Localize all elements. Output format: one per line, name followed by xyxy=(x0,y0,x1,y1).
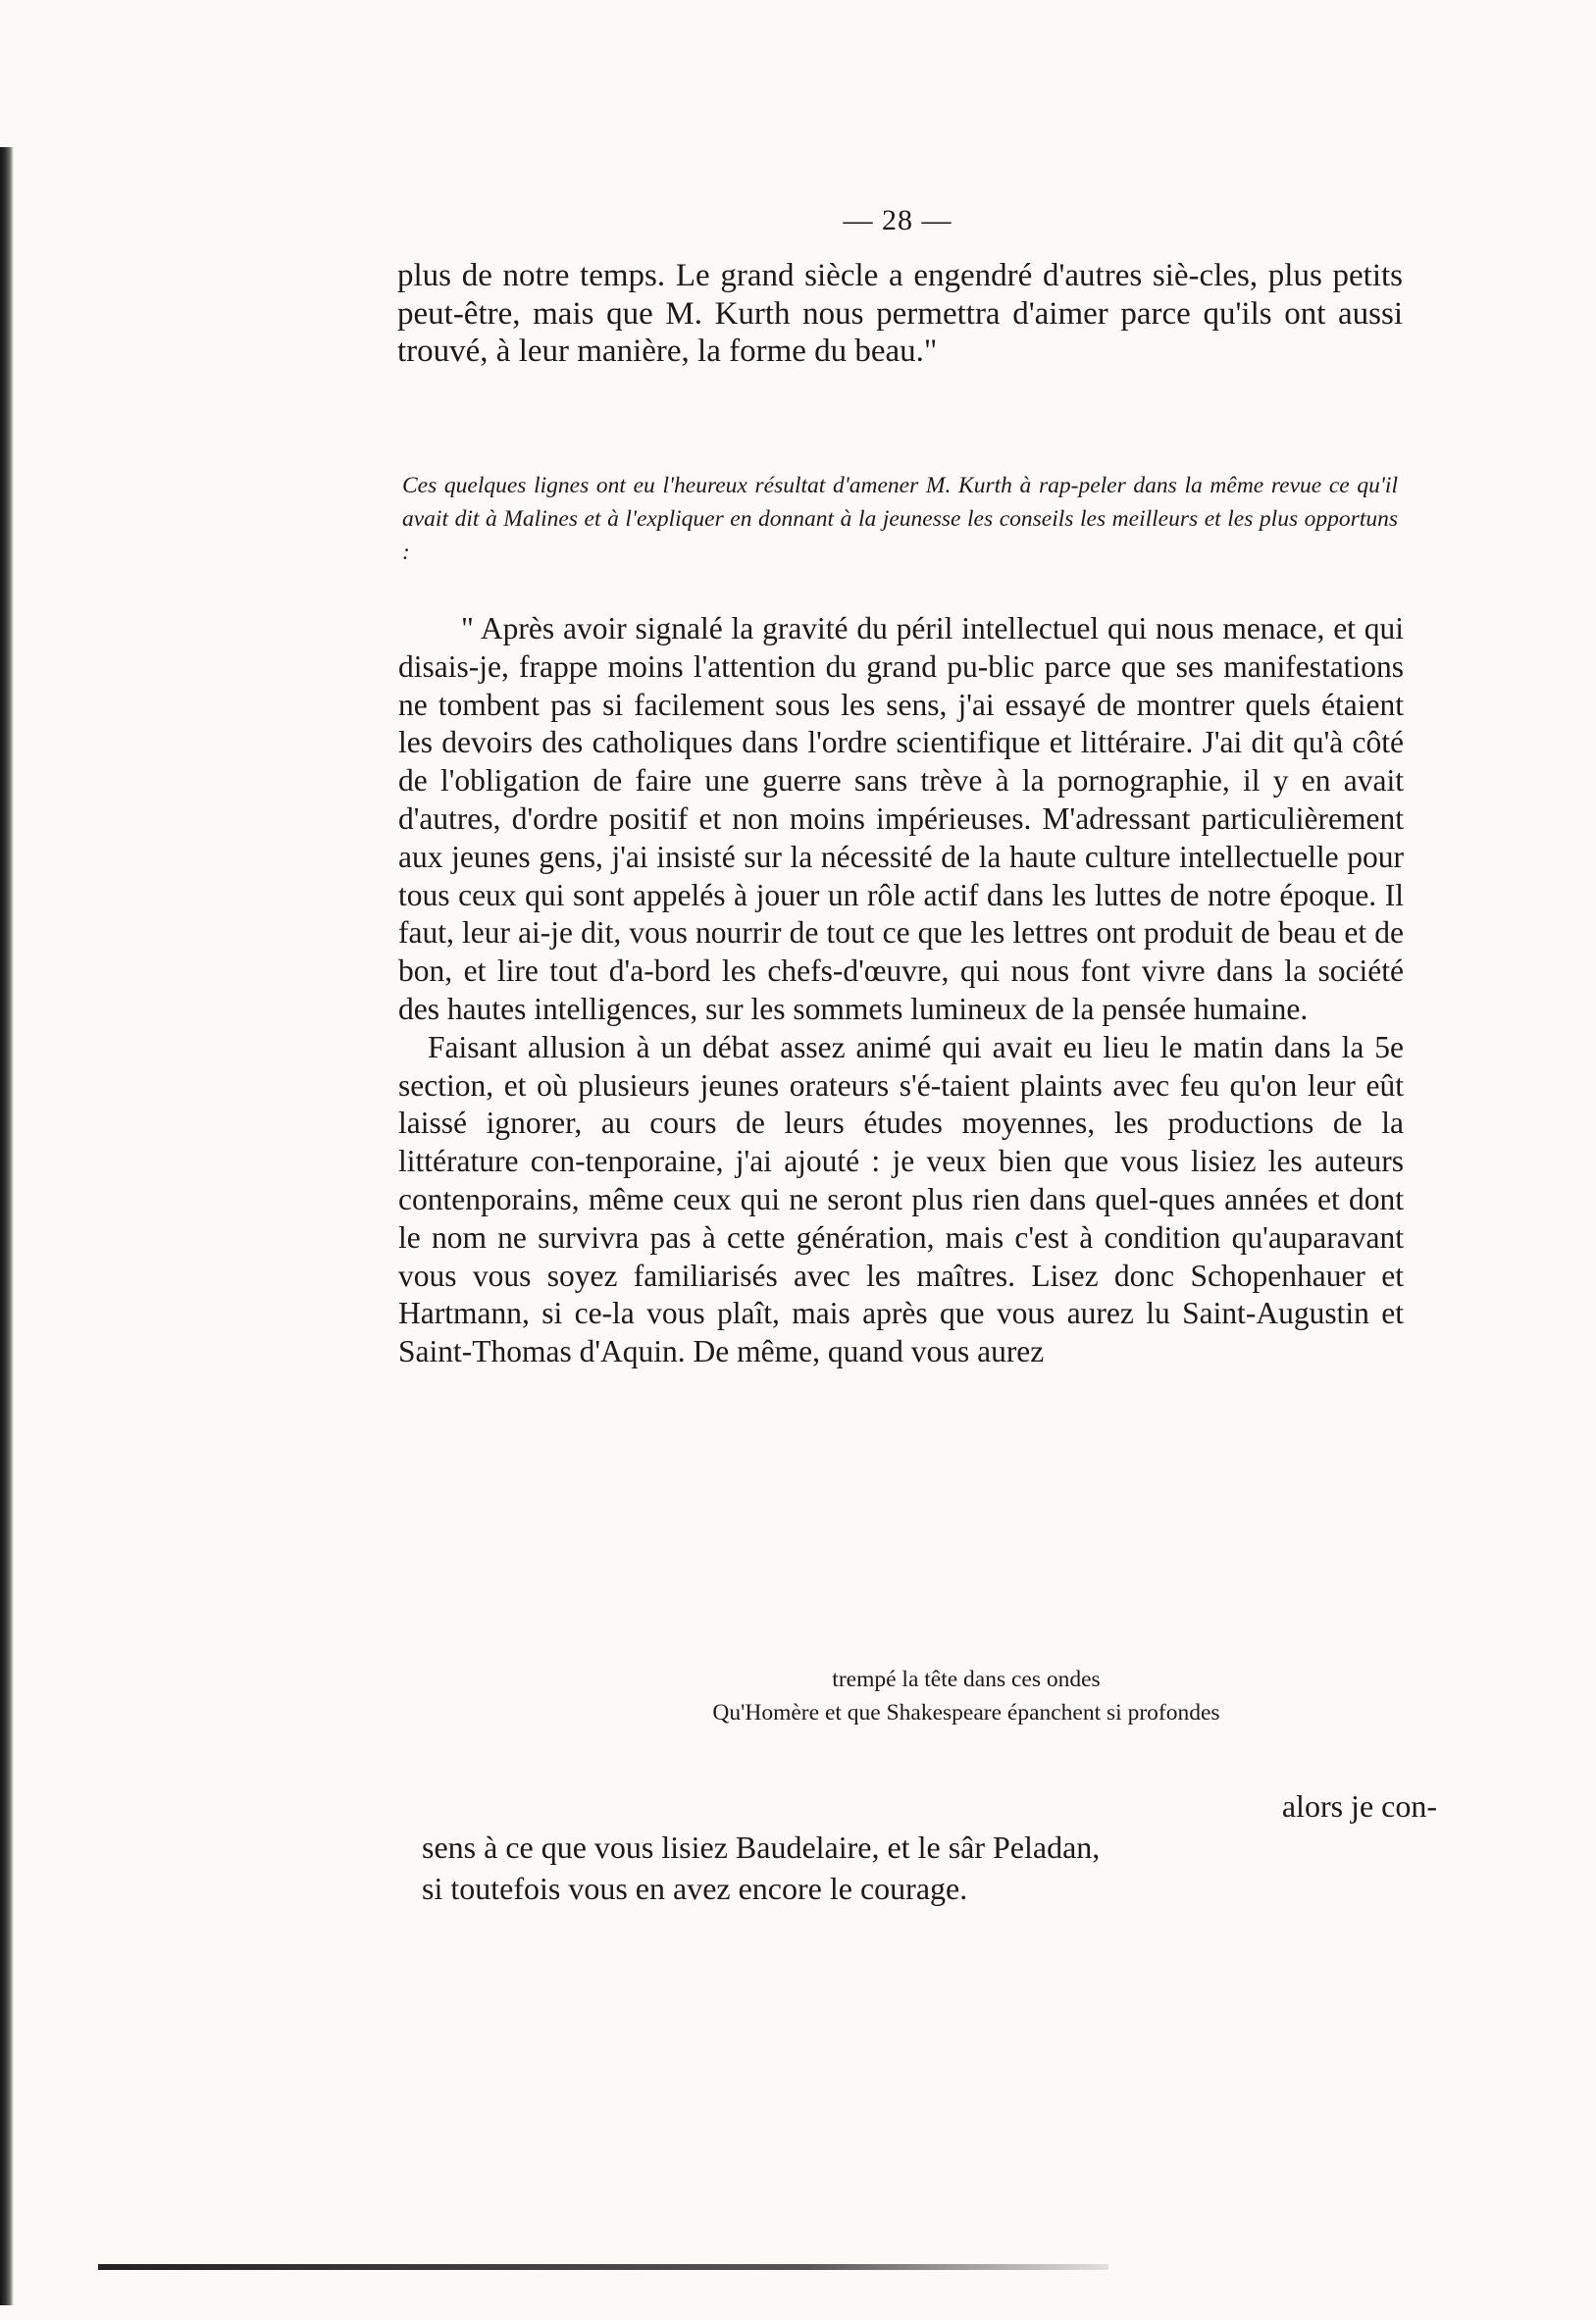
paragraph-1: plus de notre temps. Le grand siècle a engendré d'autres siè-cles, plus petits peut-être, mais que M. Kurth nous permettra d'aimer parce qu'ils ont aussi trouvé, à leur manière, la forme du beau." xyxy=(397,258,1403,369)
quote-introduction: Ces quelques lignes ont eu l'heureux résultat d'amener M. Kurth à rap-peler dans la même revue ce qu'il avait dit à Malines et à l'expliquer en donnant à la jeunesse les conseils les meilleurs et les plus opportuns : xyxy=(402,473,1398,565)
closing-line-2: sens à ce que vous lisiez Baudelaire, et le sâr Peladan, xyxy=(422,1830,1101,1865)
quoted-passage xyxy=(398,610,1404,1371)
closing-paragraph xyxy=(422,1785,1442,1909)
closing-line-1: alors je con- xyxy=(1281,1788,1437,1824)
verse-line-2: Qu'Homère et que Shakespeare épanchent si profondes xyxy=(712,1700,1220,1726)
page-number: — 28 — xyxy=(843,204,952,236)
closing-line-3: si toutefois vous en avez encore le courage. xyxy=(422,1871,968,1906)
opening-paragraph xyxy=(397,257,1403,371)
binding-shadow xyxy=(0,147,14,2305)
quote-paragraph-1: " Après avoir signalé la gravité du péril intellectuel qui nous menace, et qui disais-je, frappe moins l'attention du grand pu-blic parce que ses manifestations ne tombent pas si facilement sous les sens, j'ai essayé de montrer quels étaient les devoirs des catholiques dans l'ordre scientifique et littéraire. J'ai dit qu'à côté de l'obligation de faire une guerre sans trève à la pornographie, il y en avait d'autres, d'ordre positif et non moins impérieuses. M'adressant particulièrement aux jeunes gens, j'ai insisté sur la nécessité de la haute culture intellectuelle pour tous ceux qui sont appelés à jouer un rôle actif dans les luttes de notre époque. Il faut, leur ai-je dit, vous nourrir de tout ce que les lettres ont produit de beau et de bon, et lire tout d'a-bord les chefs-d'œuvre, qui nous font vivre dans la société des hautes intelligences, sur les sommets lumineux de la pensée humaine. xyxy=(398,611,1404,1026)
bottom-edge-shadow xyxy=(98,2264,1108,2270)
verse-line-1: trempé la tête dans ces ondes xyxy=(832,1667,1101,1692)
verse-citation xyxy=(549,1663,1383,1729)
quote-paragraph-2: Faisant allusion à un débat assez animé qui avait eu lieu le matin dans la 5e section, et où plusieurs jeunes orateurs s'é-taient plaints avec feu qu'on leur eût laissé ignorer, au cours de leurs études moyennes, les productions de la littérature con-tenporaine, j'ai ajouté : je veux bien que vous lisiez les auteurs contenporains, même ceux qui ne seront plus rien dans quel-ques années et dont le nom ne survivra pas à cette génération, mais c'est à condition qu'auparavant vous vous soyez familiarisés avec les maîtres. Lisez donc Schopenhauer et Hartmann, si ce-la vous plaît, mais après que vous aurez lu Saint-Augustin et Saint-Thomas d'Aquin. De même, quand vous aurez xyxy=(398,1029,1404,1369)
